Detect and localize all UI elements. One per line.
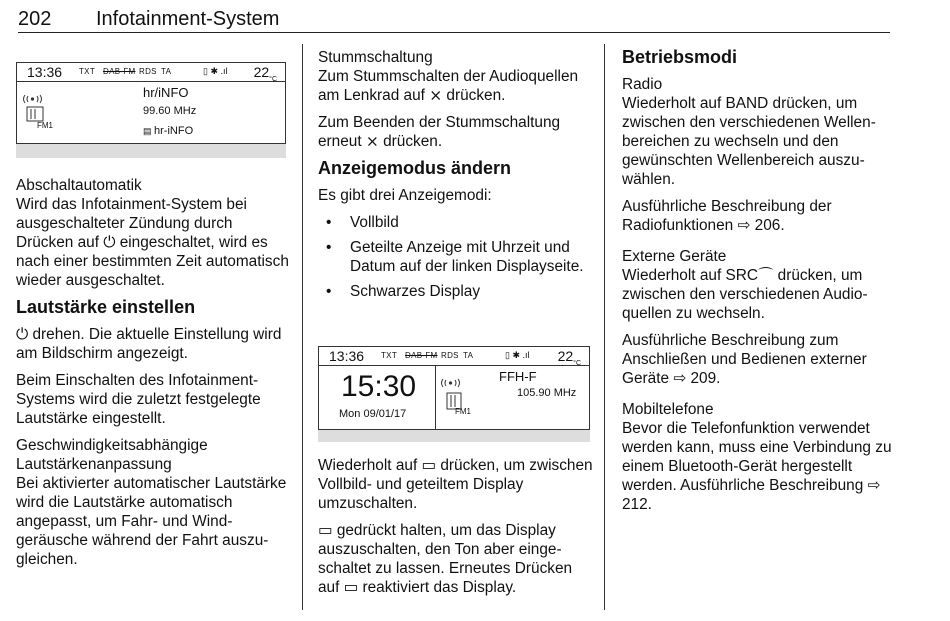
heading-lautstaerke: Lautstärke einstellen	[16, 297, 196, 317]
status-tag-txt: TXT	[381, 351, 398, 360]
mode-list	[318, 213, 594, 301]
paragraph-abschaltautomatik: Wird das Infotainment-System bei ausgeschalteter Zündung durch Drücken auf ⏻ eingeschaltet, wird es nach einer bestimmten Zeit automatisch wieder ausgeschaltet.	[16, 196, 289, 289]
rds-text	[143, 125, 193, 137]
page-number: 202	[18, 8, 52, 30]
paragraph-radio-1: Wiederholt auf BAND drücken, um zwischen den verschiedenen Wellenbereichen zu wechseln und den gewünschten Wellenbereich auszuwählen.	[622, 95, 876, 188]
paragraph-radio-2: Ausführliche Beschreibung der Radiofunktionen ⇨ 206.	[622, 198, 832, 234]
frequency: 105.90 MHz	[517, 387, 577, 399]
status-temperature	[254, 64, 277, 83]
paragraph-phone: Bevor die Telefonfunktion verwendet werden kann, muss eine Verbindung zu einem Bluetooth-Gerät hergestellt werden. Ausführliche Beschreibung ⇨ 212.	[622, 420, 892, 513]
rds-icon: ▤	[143, 126, 155, 136]
paragraph-lautstaerke-1: ⏻ drehen. Die aktuelle Einstellung wird am Bildschirm angezeigt.	[16, 326, 282, 362]
list-item: • Geteilte Anzeige mit Uhrzeit und Datum auf der linken Displayseite.	[318, 238, 594, 276]
status-tag-ta: TA	[161, 67, 172, 76]
paragraph-ext-2: Ausführliche Beschreibung zum Anschließen und Bedienen externer Geräte ⇨ 209.	[622, 332, 867, 387]
status-tag-dabfm: DAB-FM	[103, 67, 136, 76]
display-status-bar	[319, 347, 589, 366]
column-2	[318, 48, 594, 307]
temp-value: 22	[253, 64, 270, 80]
paragraph-mode-intro: Es gibt drei Anzeigemodi:	[318, 187, 492, 204]
paragraph-ext-1: Wiederholt auf SRC⌒ drücken, um zwischen den verschiedenen Audioquellen zu wechseln.	[622, 267, 868, 322]
status-time: 13:36	[27, 64, 63, 80]
heading-betriebsmodi: Betriebsmodi	[622, 47, 738, 67]
list-item: • Schwarzes Display	[318, 282, 594, 301]
heading-abschaltautomatik: Abschaltautomatik	[16, 177, 142, 194]
frequency: 99.60 MHz	[143, 105, 197, 117]
station-name: FFH-F	[499, 369, 537, 384]
status-tag-ta: TA	[463, 351, 474, 360]
status-time: 13:36	[329, 348, 365, 364]
list-item: • Vollbild	[318, 213, 594, 232]
band-label: FM1	[37, 121, 53, 130]
clock-panel	[319, 366, 436, 429]
heading-anzeigemodus: Anzeigemodus ändern	[318, 158, 512, 178]
heading-stummschaltung: Stummschaltung	[318, 49, 433, 66]
status-icons: ▯ ✱ .ıl	[203, 66, 228, 76]
heading-speed-2: Lautstärkenanpassung	[16, 456, 172, 473]
status-icons: ▯ ✱ .ıl	[505, 350, 530, 360]
radio-display-split	[318, 346, 590, 430]
temp-unit: °C	[573, 359, 581, 367]
status-temperature	[558, 348, 581, 367]
status-tag-rds: RDS	[139, 67, 157, 76]
status-tag-rds: RDS	[441, 351, 459, 360]
column-divider	[302, 44, 303, 610]
paragraph-mute-2: Zum Beenden der Stummschaltung erneut ⨯ drücken.	[318, 114, 561, 150]
column-3	[622, 48, 894, 522]
paragraph-mute-1: Zum Stummschalten der Audioquellen am Lenkrad auf ⨯ drücken.	[318, 68, 579, 104]
page-title: Infotainment-System	[96, 8, 280, 30]
display-status-bar	[17, 63, 285, 82]
column-1	[16, 176, 292, 577]
heading-speed-1: Geschwindigkeitsabhängige	[16, 437, 208, 454]
paragraph-display-off: ▭ gedrückt halten, um das Display auszuschalten, den Ton aber eingeschaltet zu lassen. Erneutes Drücken auf ▭ reaktiviert das Display.	[318, 522, 573, 596]
heading-mobiltelefone: Mobiltelefone	[622, 401, 714, 418]
column-divider	[604, 44, 605, 610]
radio-display-full	[16, 62, 286, 144]
clock-time: 15:30	[341, 370, 417, 403]
band-label: FM1	[455, 407, 471, 416]
heading-externe-geraete: Externe Geräte	[622, 248, 727, 265]
temp-value: 22	[557, 348, 574, 364]
header-rule	[18, 32, 890, 33]
paragraph-display-toggle: Wiederholt auf ▭ drücken, um zwischen Vollbild- und geteiltem Display umzuschalten.	[318, 457, 593, 512]
temp-unit: °C	[269, 75, 277, 83]
heading-radio: Radio	[622, 76, 663, 93]
column-2-lower	[318, 456, 594, 605]
paragraph-speed: Bei aktivierter automatischer Lautstärke wird die Lautstärke automatisch angepasst, um Fahr- und Windgeräusche während der Fahrt auszugleichen.	[16, 475, 287, 568]
status-tag-txt: TXT	[79, 67, 96, 76]
clock-date: Mon 09/01/17	[339, 408, 407, 420]
rds-value: hr-iNFO	[154, 125, 194, 137]
status-tag-dabfm: DAB-FM	[405, 351, 438, 360]
paragraph-lautstaerke-2: Beim Einschalten des Infotainment-Systems wird die zuletzt festgelegte Lautstärke eingestellt.	[16, 372, 261, 427]
station-name: hr/iNFO	[143, 85, 189, 100]
